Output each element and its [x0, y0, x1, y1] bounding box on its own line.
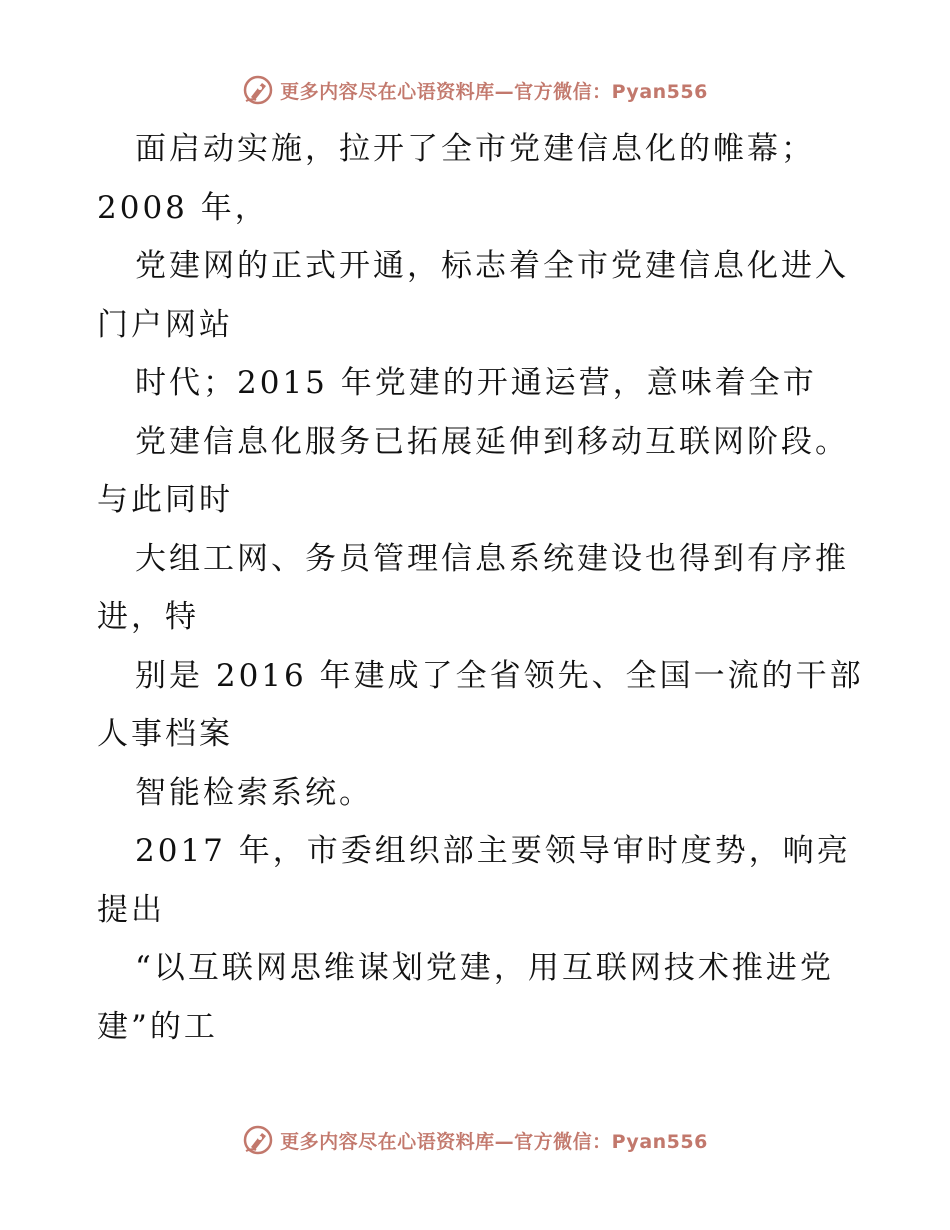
- paragraph-line: 提出: [97, 891, 165, 928]
- pen-nib-seal-icon: [242, 74, 274, 106]
- pen-nib-seal-icon: [242, 1124, 274, 1156]
- footer-banner: [0, 1120, 950, 1160]
- paragraph-line: 别是 2016 年建成了全省领先、全国一流的干部: [135, 657, 864, 694]
- paragraph-line: 党建信息化服务已拓展延伸到移动互联网阶段。: [135, 423, 849, 460]
- paragraph-line: 2017 年，市委组织部主要领导审时度势，响亮: [135, 833, 851, 869]
- paragraph-line: 建”的工: [97, 1008, 218, 1045]
- paragraph-line: 门户网站: [97, 306, 233, 343]
- header-banner-text: 更多内容尽在心语资料库—官方微信：Pyan556: [280, 80, 708, 103]
- footer-banner-text: 更多内容尽在心语资料库—官方微信：Pyan556: [280, 1130, 708, 1153]
- paragraph-line: 大组工网、务员管理信息系统建设也得到有序推: [135, 540, 849, 577]
- header-banner: [0, 70, 950, 110]
- paragraph-line: 人事档案: [97, 716, 233, 752]
- paragraph-line: 与此同时: [97, 482, 233, 518]
- paragraph-line: 2008 年，: [97, 189, 269, 226]
- paragraph-line: 党建网的正式开通，标志着全市党建信息化进入: [135, 248, 849, 284]
- paragraph-line: 智能检索系统。: [135, 774, 373, 811]
- paragraph-line: 面启动实施，拉开了全市党建信息化的帷幕；: [135, 131, 815, 167]
- document-body: [97, 120, 864, 1056]
- paragraph-line: 时代；2015 年党建的开通运营，意味着全市: [135, 365, 817, 401]
- paragraph-line: “以互联网思维谋划党建，用互联网技术推进党: [135, 950, 834, 986]
- paragraph-line: 进，特: [97, 599, 199, 635]
